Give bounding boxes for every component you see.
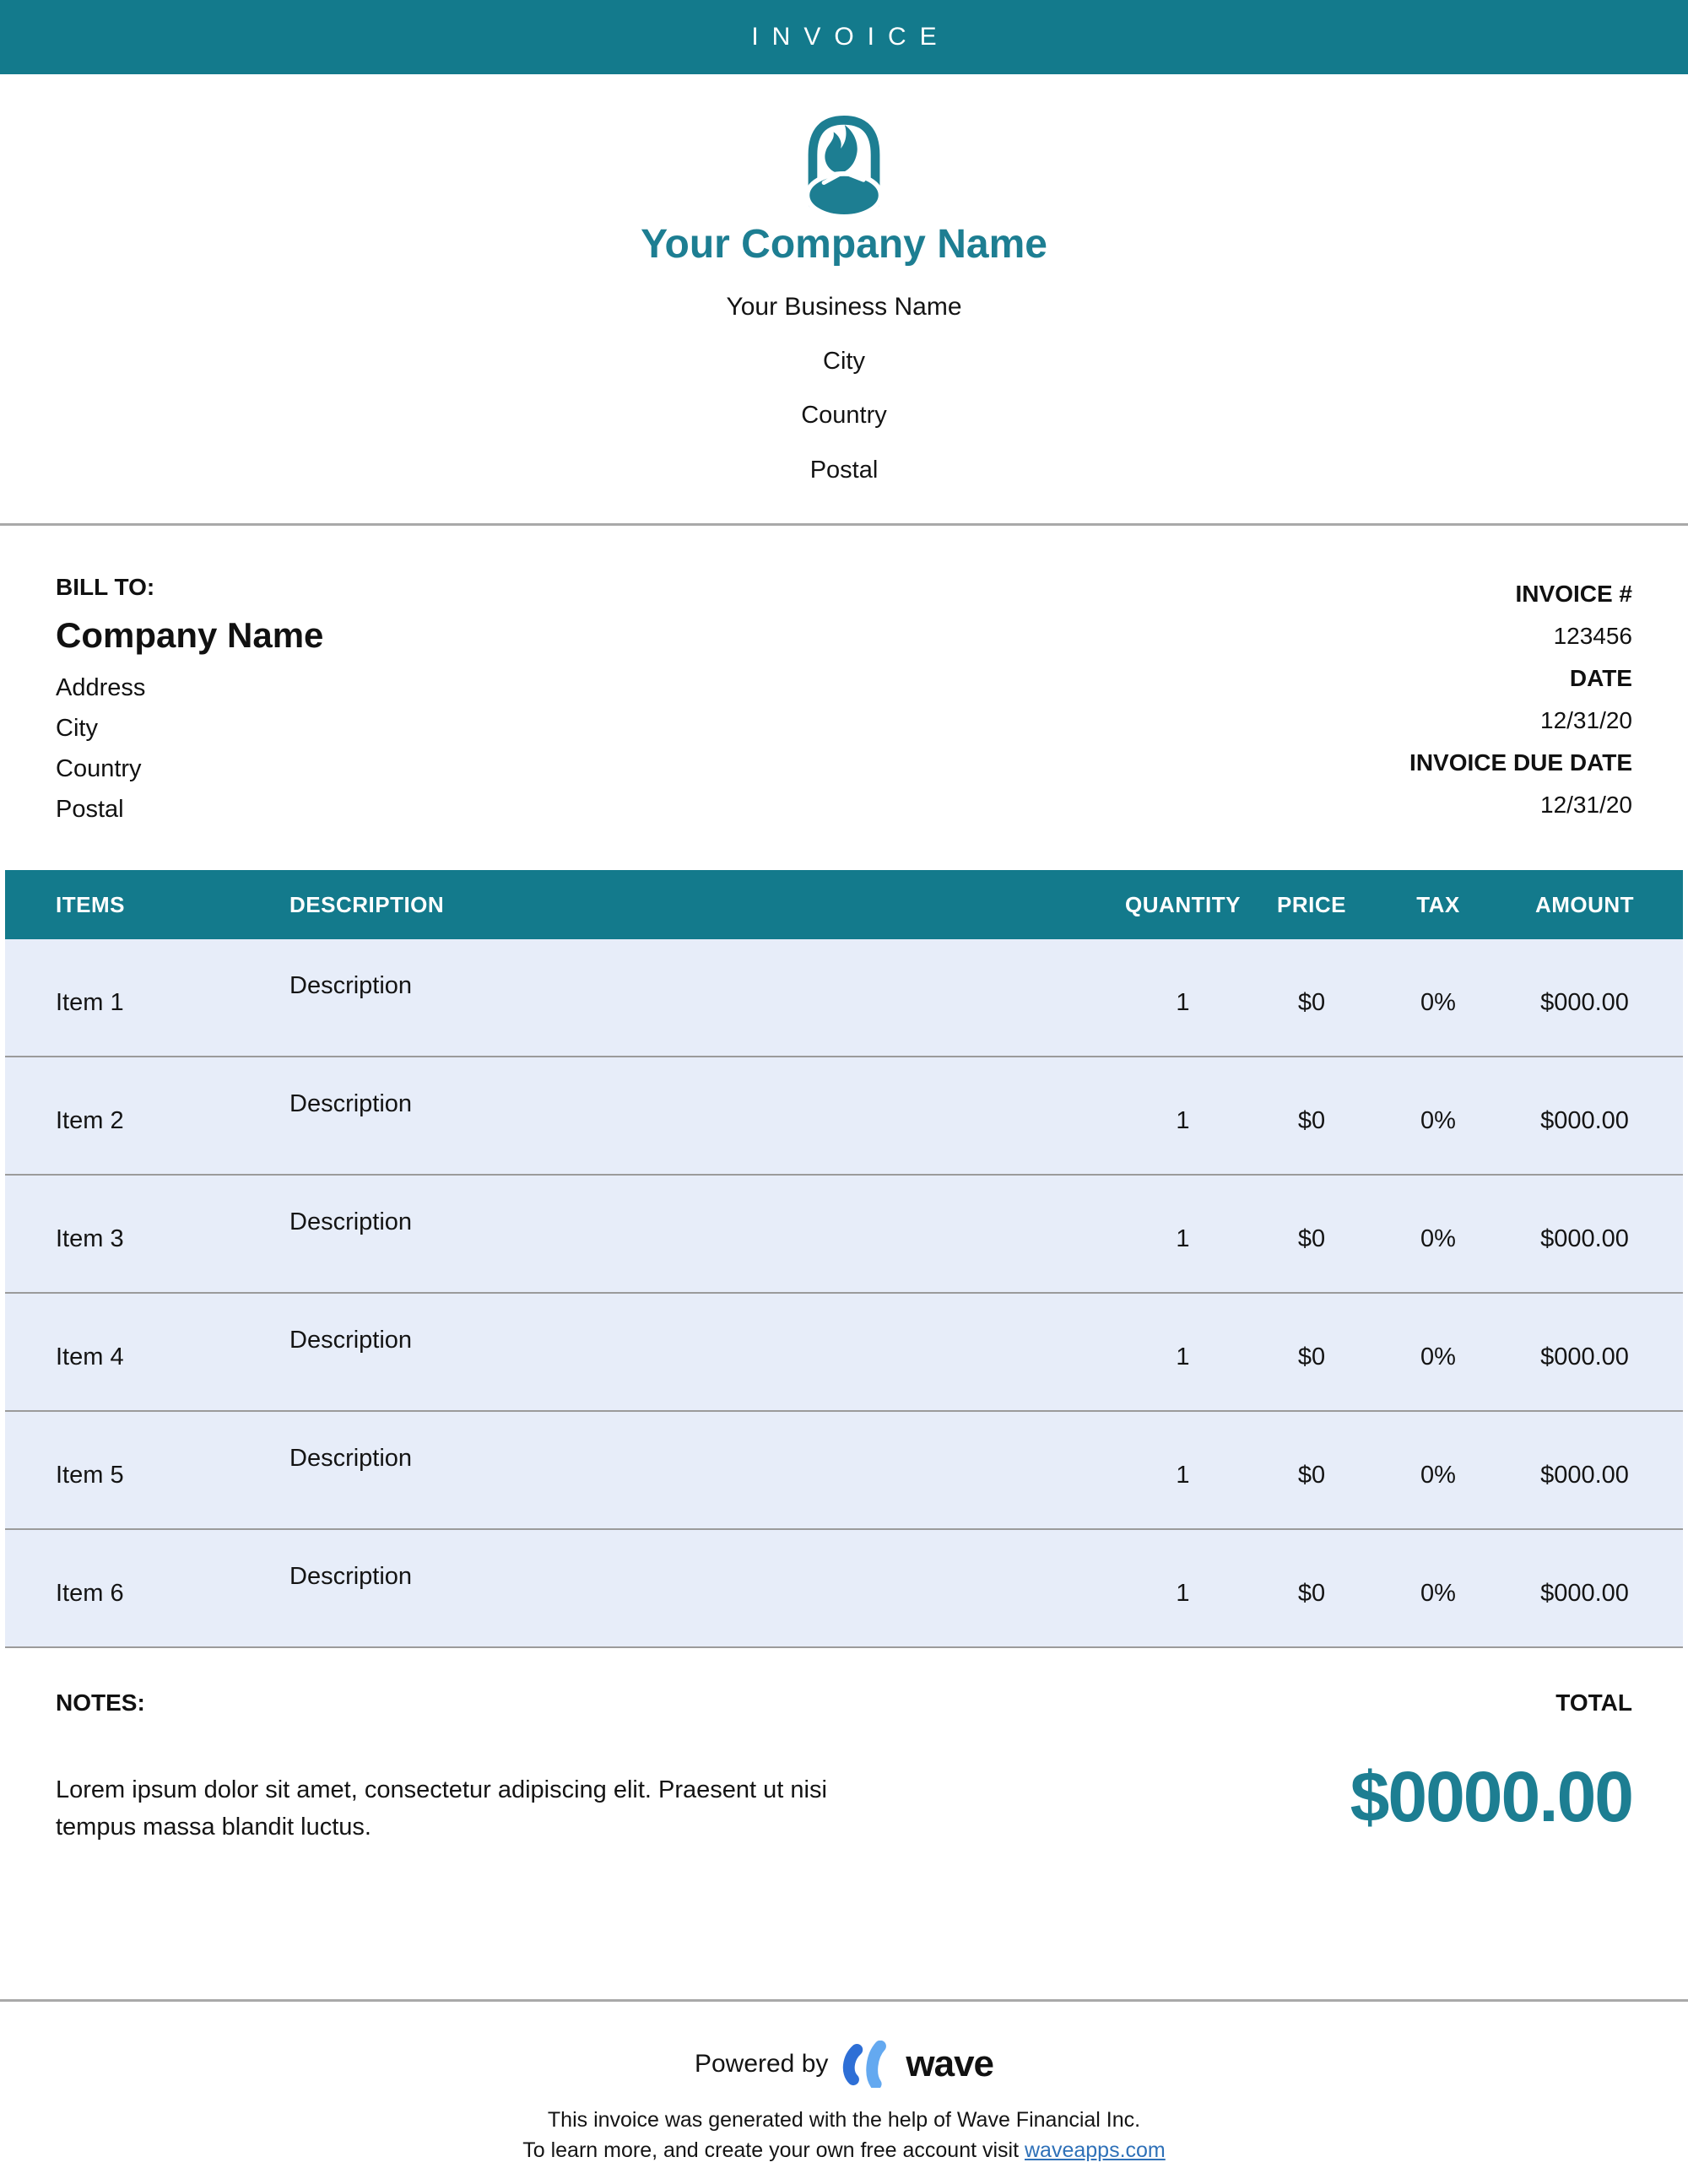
cell-item: Item 5 (56, 1461, 124, 1489)
column-header-amount: AMOUNT (1534, 891, 1635, 917)
cell-price: $0 (1297, 1579, 1326, 1607)
column-header-description: DESCRIPTION (289, 891, 445, 917)
invoice-date-label: DATE (1569, 665, 1632, 691)
cell-price: $0 (1297, 1106, 1326, 1134)
cell-price: $0 (1297, 1343, 1326, 1370)
cell-item: Item 1 (56, 988, 124, 1016)
cell-tax: 0% (1420, 988, 1456, 1016)
column-header-items: ITEMS (56, 891, 125, 917)
billing-section (0, 526, 1688, 830)
billing-address-line: Postal (56, 796, 124, 823)
invoice-banner (0, 0, 1688, 74)
bread-oven-flame-icon (785, 105, 903, 218)
column-header-price: PRICE (1277, 891, 1346, 917)
company-header (0, 105, 1688, 485)
billing-address (56, 668, 323, 830)
cell-description: Description (289, 1326, 413, 1354)
cell-description: Description (289, 1562, 413, 1590)
cell-amount: $000.00 (1540, 1579, 1629, 1607)
cell-quantity: 1 (1176, 1579, 1190, 1607)
column-header-quantity: QUANTITY (1125, 891, 1241, 917)
table-row (5, 1057, 1683, 1176)
notes-block (56, 1689, 900, 1846)
powered-by-label: Powered by (694, 2050, 829, 2078)
cell-tax: 0% (1420, 1343, 1456, 1370)
invoice-due-date-value: 12/31/20 (1540, 792, 1632, 818)
bill-to-label: BILL TO: (56, 574, 155, 600)
company-postal: Postal (809, 457, 879, 484)
cell-description: Description (289, 1444, 413, 1472)
cell-quantity: 1 (1176, 1224, 1190, 1252)
cell-description: Description (289, 1208, 413, 1235)
cell-quantity: 1 (1176, 988, 1190, 1016)
cell-quantity: 1 (1176, 1106, 1190, 1134)
table-body (5, 939, 1683, 1648)
powered-by-row (0, 2041, 1688, 2088)
company-city: City (823, 348, 865, 375)
total-block (1350, 1689, 1632, 1846)
summary-section (0, 1648, 1688, 1846)
business-name: Your Business Name (726, 293, 962, 321)
billing-address-line: City (56, 715, 98, 742)
cell-amount: $000.00 (1540, 1224, 1629, 1252)
cell-description: Description (289, 1089, 413, 1117)
footer-line1: This invoice was generated with the help of Wave Financial Inc. (547, 2108, 1141, 2132)
cell-price: $0 (1297, 988, 1326, 1016)
cell-item: Item 6 (56, 1579, 124, 1607)
footer (0, 2041, 1688, 2164)
footer-divider (0, 1999, 1688, 2002)
company-logo (0, 105, 1688, 218)
cell-tax: 0% (1420, 1461, 1456, 1489)
cell-amount: $000.00 (1540, 1106, 1629, 1134)
wave-logo-icon (840, 2041, 894, 2088)
bill-to-block (56, 573, 323, 830)
table-row (5, 1294, 1683, 1412)
items-table (5, 870, 1683, 1648)
cell-item: Item 3 (56, 1224, 124, 1252)
total-label: TOTAL (1555, 1689, 1632, 1716)
total-amount: $0000.00 (1350, 1757, 1632, 1836)
invoice-date-value: 12/31/20 (1540, 707, 1632, 733)
invoice-due-date-label: INVOICE DUE DATE (1409, 749, 1632, 776)
invoice-number-value: 123456 (1553, 623, 1632, 649)
cell-price: $0 (1297, 1224, 1326, 1252)
billing-address-line: Country (56, 755, 142, 782)
cell-tax: 0% (1420, 1224, 1456, 1252)
cell-item: Item 2 (56, 1106, 124, 1134)
table-row (5, 939, 1683, 1057)
cell-quantity: 1 (1176, 1343, 1190, 1370)
table-header (5, 870, 1683, 939)
cell-tax: 0% (1420, 1579, 1456, 1607)
notes-text: Lorem ipsum dolor sit amet, consectetur adipiscing elit. Praesent ut nisi tempus massa blandit luctus. (56, 1776, 827, 1841)
wave-wordmark: wave (906, 2043, 994, 2084)
footer-line2-text: To learn more, and create your own free account visit (522, 2138, 1025, 2162)
column-header-tax: TAX (1416, 891, 1460, 917)
notes-label: NOTES: (56, 1689, 145, 1716)
waveapps-link[interactable]: waveapps.com (1025, 2138, 1166, 2162)
billing-address-line: Address (56, 674, 146, 701)
cell-amount: $000.00 (1540, 1461, 1629, 1489)
billing-company-name: Company Name (56, 615, 324, 655)
cell-amount: $000.00 (1540, 988, 1629, 1016)
invoice-meta-block (1409, 573, 1632, 830)
company-name: Your Company Name (641, 222, 1047, 267)
cell-item: Item 4 (56, 1343, 124, 1370)
table-row (5, 1412, 1683, 1530)
footer-line2 (0, 2137, 1688, 2164)
invoice-banner-title: INVOICE (751, 23, 950, 51)
cell-description: Description (289, 971, 413, 999)
invoice-number-label: INVOICE # (1515, 581, 1632, 607)
table-row (5, 1176, 1683, 1294)
cell-price: $0 (1297, 1461, 1326, 1489)
cell-quantity: 1 (1176, 1461, 1190, 1489)
cell-tax: 0% (1420, 1106, 1456, 1134)
table-row (5, 1530, 1683, 1648)
cell-amount: $000.00 (1540, 1343, 1629, 1370)
company-country: Country (801, 402, 887, 429)
